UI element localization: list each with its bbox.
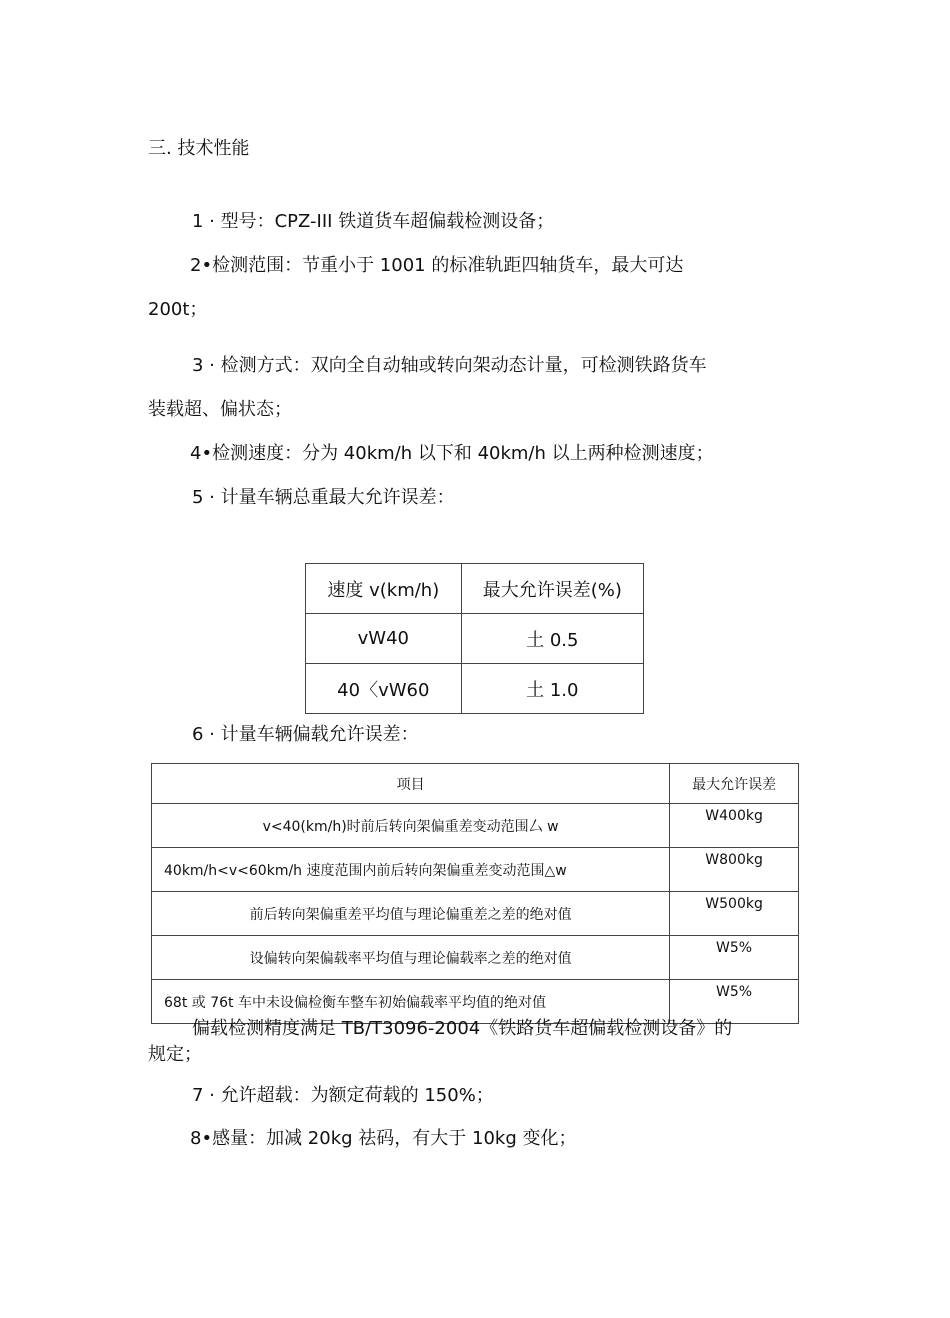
spec-item-bias-error: 6 · 计量车辆偏载允许误差： [192,724,419,745]
spec-item-range-cont: 200t； [148,299,208,320]
spec-item-method: 3 · 检测方式：双向全自动轴或转向架动态计量，可检测铁路货车 [192,355,707,376]
accuracy-note: 偏载检测精度满足 TB/T3096-2004《铁路货车超偏载检测设备》的 [192,1018,733,1039]
table-cell: 40〈vW60 [306,664,462,714]
table-cell-value: W5% [670,936,799,980]
table-header-row [306,564,644,614]
spec-item-overload: 7 · 允许超载：为额定荷载的 150%； [192,1085,494,1106]
spec-item-sensitivity: 8•感量：加减 20kg 祛码，有大于 10kg 变化； [190,1128,577,1149]
speed-error-table [305,563,644,714]
table-header-max-error: 最大允许误差(%) [461,564,643,614]
table-cell-value: W5% [670,980,799,1024]
table-cell-item: 68t 或 76t 车中未设偏检衡车整车初始偏载率平均值的绝对值 [152,980,670,1024]
table-cell: vW40 [306,614,462,664]
table-cell: 土 1.0 [461,664,643,714]
section-title: 三. 技术性能 [148,138,250,159]
bias-error-table [151,763,799,1024]
table-row [152,936,799,980]
table-row [152,980,799,1024]
table-row [152,804,799,848]
table-row [152,848,799,892]
table-cell: 土 0.5 [461,614,643,664]
table-cell-value: W500kg [670,892,799,936]
table-cell-item: 前后转向架偏重差平均值与理论偏重差之差的绝对值 [152,892,670,936]
spec-item-method-cont: 装载超、偏状态； [148,399,292,420]
table-cell-item: 设偏转向架偏载率平均值与理论偏载率之差的绝对值 [152,936,670,980]
spec-item-total-weight-error: 5 · 计量车辆总重最大允许误差： [192,487,455,508]
table-header-speed: 速度 v(km/h) [306,564,462,614]
table-header-row [152,764,799,804]
table-row [152,892,799,936]
table-cell-item: v<40(km/h)时前后转向架偏重差变动范围厶 w [152,804,670,848]
accuracy-note-cont: 规定； [148,1044,202,1065]
table-cell-value: W400kg [670,804,799,848]
table-header-max-error: 最大允许误差 [670,764,799,804]
spec-item-range: 2•检测范围：节重小于 1001 的标准轨距四轴货车，最大可达 [190,255,684,276]
table-row [306,664,644,714]
table-cell-item: 40km/h<v<60km/h 速度范围内前后转向架偏重差变动范围△w [152,848,670,892]
table-header-item: 项目 [152,764,670,804]
spec-item-speed: 4•检测速度：分为 40km/h 以下和 40km/h 以上两种检测速度； [190,443,714,464]
table-row [306,614,644,664]
table-cell-value: W800kg [670,848,799,892]
spec-item-model: 1 · 型号：CPZ-III 铁道货车超偏载检测设备； [192,211,555,232]
